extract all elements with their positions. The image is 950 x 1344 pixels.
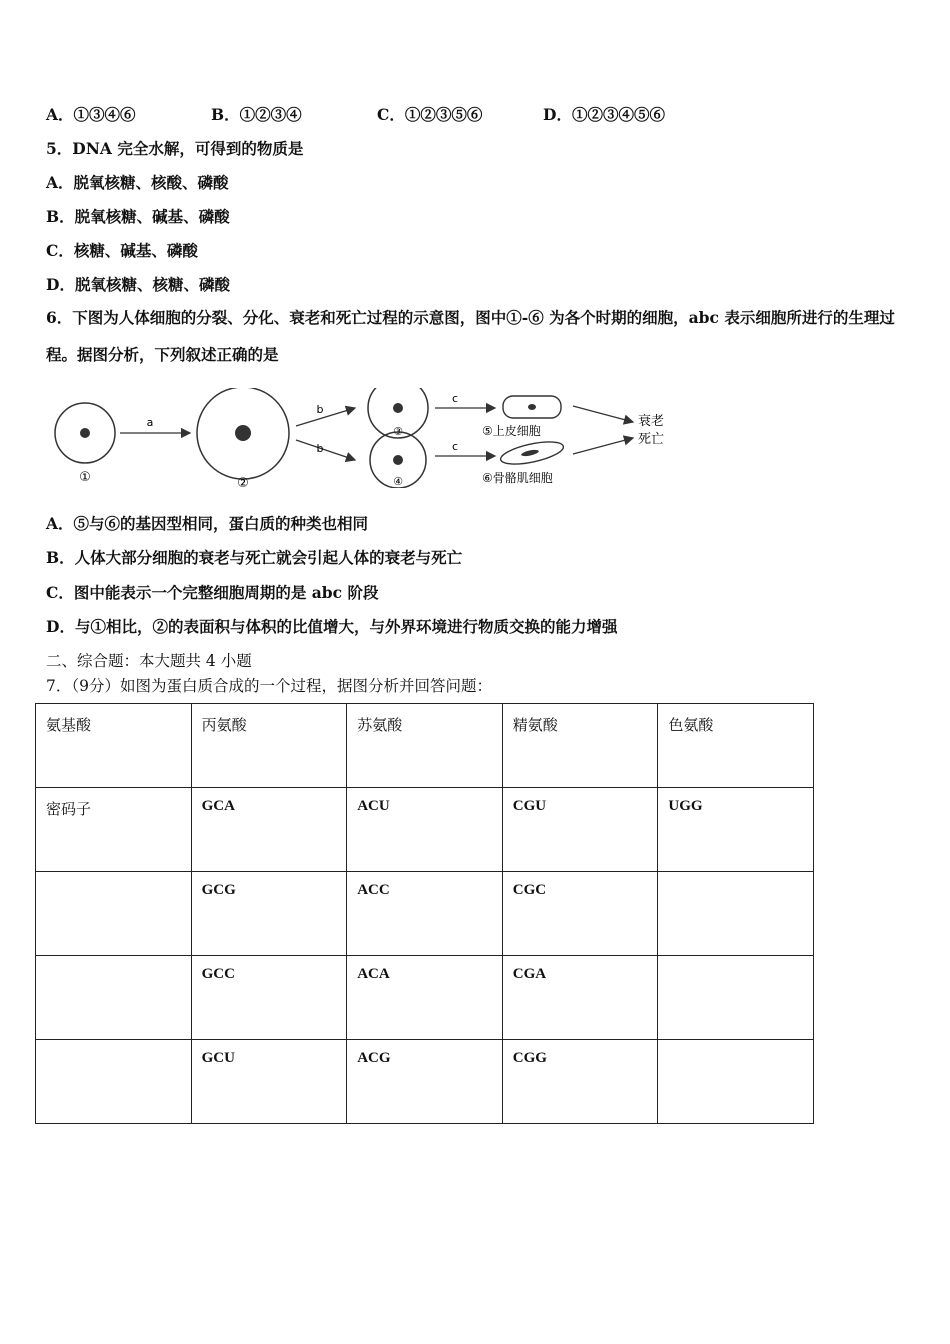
arrow-a-label: a xyxy=(146,416,154,429)
q5-option-a: A．脱氧核糖、核酸、磷酸 xyxy=(46,173,229,192)
table-cell: CGA xyxy=(502,956,658,1040)
table-header-cell: 色氨酸 xyxy=(658,704,814,788)
table-cell: UGG xyxy=(658,788,814,872)
q4-option-d: D．①②③④⑤⑥ xyxy=(543,105,665,124)
arrow-to-end-lower xyxy=(573,438,633,454)
table-row xyxy=(36,788,814,872)
q6-option-b: B．人体大部分细胞的衰老与死亡就会引起人体的衰老与死亡 xyxy=(46,548,463,567)
arrow-b-upper xyxy=(296,408,355,426)
arrow-b-lower-label: b xyxy=(316,442,324,455)
table-cell xyxy=(36,956,192,1040)
table-cell: GCU xyxy=(191,1040,347,1124)
table-cell xyxy=(658,1040,814,1124)
table-row xyxy=(36,872,814,956)
table-header-cell: 氨基酸 xyxy=(36,704,192,788)
table-cell: GCA xyxy=(191,788,347,872)
q5-option-d: D．脱氧核糖、核糖、磷酸 xyxy=(46,275,230,294)
table-header-cell: 苏氨酸 xyxy=(347,704,503,788)
q5-stem: 5．DNA 完全水解，可得到的物质是 xyxy=(46,139,304,158)
table-cell xyxy=(36,872,192,956)
table-cell xyxy=(658,872,814,956)
table-cell: GCC xyxy=(191,956,347,1040)
q6-option-d: D．与①相比，②的表面积与体积的比值增大，与外界环境进行物质交换的能力增强 xyxy=(46,617,618,636)
table-row xyxy=(36,1040,814,1124)
q5-option-b: B．脱氧核糖、碱基、磷酸 xyxy=(46,207,230,226)
table-cell: ACG xyxy=(347,1040,503,1124)
table-cell: 密码子 xyxy=(36,788,192,872)
arrow-to-end-upper xyxy=(573,406,633,422)
q4-option-c: C．①②③⑤⑥ xyxy=(377,105,483,124)
cell-4-nucleus xyxy=(393,455,403,465)
table-cell: CGC xyxy=(502,872,658,956)
table-cell: GCG xyxy=(191,872,347,956)
table-cell: CGG xyxy=(502,1040,658,1124)
table-header-cell: 丙氨酸 xyxy=(191,704,347,788)
q4-option-a: A．①③④⑥ xyxy=(46,105,136,124)
section-2-heading: 二、综合题：本大题共 4 小题 xyxy=(46,652,252,670)
codon-table xyxy=(35,703,814,1124)
table-header-cell: 精氨酸 xyxy=(502,704,658,788)
q6-stem: 6．下图为人体细胞的分裂、分化、衰老和死亡过程的示意图，图中①-⑥ 为各个时期的细胞，abc 表示细胞所进行的生理过程。据图分析，下列叙述正确的是 xyxy=(46,308,895,364)
cell-3-label: ③ xyxy=(393,425,403,438)
q7-stem: 7．（9分）如图为蛋白质合成的一个过程，据图分析并回答问题： xyxy=(46,677,492,695)
table-row xyxy=(36,956,814,1040)
cell-5-label: ⑤上皮细胞 xyxy=(482,424,541,438)
cell-1-label: ① xyxy=(79,470,91,485)
table-cell xyxy=(658,956,814,1040)
cell-5-nucleus xyxy=(528,404,536,410)
cell-4-label: ④ xyxy=(393,475,403,488)
cell-6-label: ⑥骨骼肌细胞 xyxy=(482,471,553,485)
table-cell: ACU xyxy=(347,788,503,872)
q4-option-b: B．①②③④ xyxy=(211,105,302,124)
end-label-1: 衰老 xyxy=(638,414,665,429)
q6-option-c: C．图中能表示一个完整细胞周期的是 abc 阶段 xyxy=(46,583,379,602)
arrow-b-lower xyxy=(296,440,355,460)
arrow-c-lower-label: c xyxy=(451,440,459,453)
arrow-b-upper-label: b xyxy=(316,403,324,416)
q5-option-c: C．核糖、碱基、磷酸 xyxy=(46,241,198,260)
end-label-2: 死亡 xyxy=(638,432,665,447)
cell-6-nucleus xyxy=(521,449,540,458)
table-cell: CGU xyxy=(502,788,658,872)
table-cell: ACC xyxy=(347,872,503,956)
cell-3-nucleus xyxy=(393,403,403,413)
table-header-row xyxy=(36,704,814,788)
cell-2-label: ② xyxy=(237,476,249,488)
table-cell: ACA xyxy=(347,956,503,1040)
q6-option-a: A．⑤与⑥的基因型相同，蛋白质的种类也相同 xyxy=(46,514,369,533)
arrow-c-upper-label: c xyxy=(451,392,459,405)
cell-1-nucleus xyxy=(80,428,90,438)
cell-2-nucleus xyxy=(235,425,251,441)
cell-process-diagram xyxy=(50,388,690,488)
table-cell xyxy=(36,1040,192,1124)
